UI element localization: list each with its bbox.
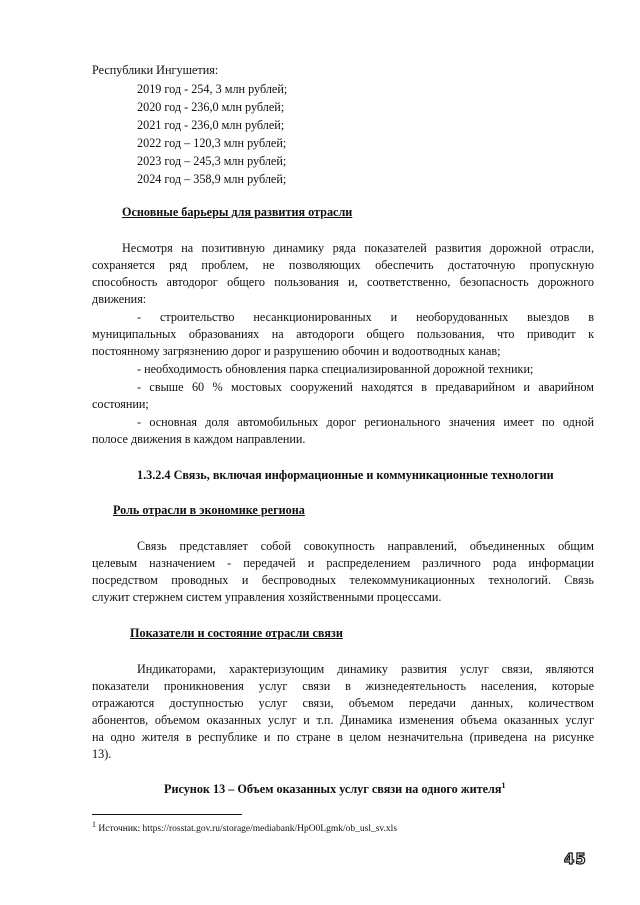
list-item-continuation: полосе движения в каждом направлении. [92, 432, 306, 446]
year-item: 2019 год - 254, 3 млн рублей; [137, 82, 288, 96]
paragraph-line: абонентов, объемом оказанных услуг и т.п. Динамика изменения объема оказанных услуг [92, 713, 594, 727]
footnote-marker: 1 [92, 819, 96, 829]
paragraph-line: посредством проводных и беспроводных телекоммуникационных технологий. Связь [92, 573, 594, 587]
figure-caption-text: Рисунок 13 – Объем оказанных услуг связи на одного жителя [164, 782, 502, 796]
footnote-text: Источник: https://rosstat.gov.ru/storage/mediabank/HpO0Lgmk/ob_usl_sv.xls [98, 824, 398, 834]
year-item: 2024 год – 358,9 млн рублей; [137, 172, 287, 186]
figure-caption [164, 782, 506, 796]
paragraph-line: отражаются доступностью услуг связи, объемом передачи данных, количеством [92, 696, 594, 710]
footnote-reference: 1 [501, 780, 506, 790]
list-item: - основная доля автомобильных дорог регионального значения имеет по одной [137, 415, 594, 429]
list-item-continuation: состоянии; [92, 397, 149, 411]
list-item-continuation: постоянному загрязнению дорог и разрушению обочин и водоотводных канав; [92, 344, 501, 358]
role-heading: Роль отрасли в экономике региона [113, 503, 305, 517]
paragraph-line: Связь представляет собой совокупность направлений, объединенных общим [137, 539, 594, 553]
paragraph-line: целевым назначением - передачей и распределением различного рода информации [92, 556, 594, 570]
barriers-heading: Основные барьеры для развития отрасли [122, 205, 353, 219]
paragraph-line: показатели проникновения услуг связи в жизнедеятельность населения, которые [92, 679, 594, 693]
paragraph-line: способность автодорог общего пользования и, соответственно, безопасность дорожного [92, 275, 594, 289]
year-item: 2021 год - 236,0 млн рублей; [137, 118, 285, 132]
paragraph-line: движения: [92, 292, 147, 306]
paragraph-line: сохраняется ряд проблем, не позволяющих обеспечить достаточную пропускную [92, 258, 594, 272]
paragraph-line: служит стержнем систем управления хозяйственными процессами. [92, 590, 442, 604]
year-item: 2020 год - 236,0 млн рублей; [137, 100, 285, 114]
section-heading: 1.3.2.4 Связь, включая информационные и коммуникационные технологии [137, 468, 554, 482]
list-item-continuation: муниципальных образованиях на автодороги общего пользования, что приводит к [92, 327, 594, 341]
year-item: 2022 год – 120,3 млн рублей; [137, 136, 287, 150]
indicators-heading: Показатели и состояние отрасли связи [130, 626, 343, 640]
paragraph-line: Индикаторами, характеризующим динамику развития услуг связи, являются [137, 662, 594, 676]
list-item: - строительство несанкционированных и необорудованных выездов в [137, 310, 594, 324]
list-item: - свыше 60 % мостовых сооружений находятся в предаварийном и аварийном [137, 380, 594, 394]
page-number: 45 [564, 850, 587, 868]
paragraph-line: Несмотря на позитивную динамику ряда показателей развития дорожной отрасли, [122, 241, 594, 255]
intro-line: Республики Ингушетия: [92, 63, 219, 77]
year-item: 2023 год – 245,3 млн рублей; [137, 154, 287, 168]
footnote [92, 819, 398, 835]
list-item: - необходимость обновления парка специализированной дорожной техники; [137, 362, 534, 376]
paragraph-line: на одно жителя в республике и по стране в целом незначительна (приведена на рисунке [92, 730, 594, 744]
footnote-divider [92, 814, 242, 815]
paragraph-line: 13). [92, 747, 112, 761]
